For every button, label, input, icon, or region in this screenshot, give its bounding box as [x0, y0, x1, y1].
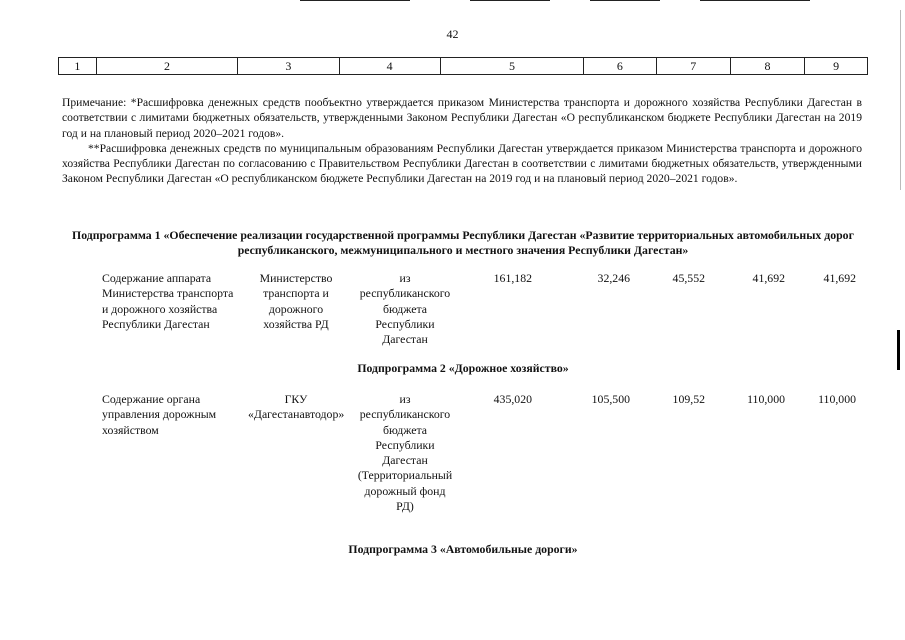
- scan-edge-mark: [900, 10, 901, 190]
- column-number: 9: [805, 58, 868, 75]
- row-name: Содержание органа управления дорожным хозяйством: [102, 392, 217, 437]
- row-value: 110,000: [747, 392, 785, 406]
- footnote: [62, 95, 862, 187]
- scan-edge-mark: [897, 330, 900, 370]
- top-edge-line: [300, 0, 410, 1]
- top-edge-line: [700, 0, 810, 1]
- column-number: 4: [339, 58, 440, 75]
- row-funding-source: из республиканского бюджета Республики Дагестан: [359, 271, 451, 347]
- subprogram-2-title: Подпрограмма 2 «Дорожное хозяйство»: [357, 361, 569, 375]
- footnote-paragraph: **Расшифровка денежных средств по муниципальным образованиям Республики Дагестан утверждается приказом Министерства транспорта и дорожного хозяйства Республики Дагестан по согласованию с Правительством Республики Дагестан в соответствии с лимитами бюджетных обязательств, утвержденными Законом Республики Дагестан «О республиканском бюджете Республики Дагестан на 2019 год и на плановый период 2020–2021 годов».: [62, 141, 862, 186]
- row-name: Содержание аппарата Министерства транспорта и дорожного хозяйства Республики Дагестан: [102, 271, 234, 331]
- top-edge-line: [470, 0, 550, 1]
- row-value: 109,52: [672, 392, 705, 406]
- column-number: 7: [656, 58, 730, 75]
- row-value: 110,000: [818, 392, 856, 406]
- row-value: 45,552: [672, 271, 705, 285]
- column-number: 3: [238, 58, 339, 75]
- column-number-header: [58, 57, 868, 75]
- row-value: 41,692: [823, 271, 856, 285]
- column-number: 2: [96, 58, 238, 75]
- top-edge-line: [590, 0, 660, 1]
- row-value: 41,692: [752, 271, 785, 285]
- row-funding-source: из республиканского бюджета Республики Дагестан (Территориальный дорожный фонд РД): [357, 392, 453, 514]
- footnote-paragraph: Примечание: *Расшифровка денежных средств пообъектно утверждается приказом Министерства транспорта и дорожного хозяйства Республики Дагестан в соответствии с лимитами бюджетных обязательств, утвержденными Законом Республики Дагестан «О республиканском бюджете Республики Дагестан на 2019 год и на плановый период 2020–2021 годов».: [62, 96, 862, 140]
- row-value: 32,246: [597, 271, 630, 285]
- row-value-total: 435,020: [493, 392, 532, 406]
- page-number: 42: [446, 27, 459, 41]
- subprogram-3-title: Подпрограмма 3 «Автомобильные дороги»: [348, 542, 578, 556]
- column-number: 8: [730, 58, 804, 75]
- column-number: 1: [59, 58, 97, 75]
- row-value: 105,500: [591, 392, 630, 406]
- column-number: 6: [584, 58, 656, 75]
- row-value-total: 161,182: [493, 271, 532, 285]
- column-number: 5: [440, 58, 584, 75]
- row-executor: Министерство транспорта и дорожного хозяйства РД: [259, 271, 333, 331]
- row-executor: ГКУ «Дагестанавтодор»: [248, 392, 345, 422]
- subprogram-1-title: Подпрограмма 1 «Обеспечение реализации государственной программы Республики Дагестан «Развитие территориальных автомобильных дорог республиканского, межмуниципального и местного значения Республики Дагестан»: [72, 228, 854, 257]
